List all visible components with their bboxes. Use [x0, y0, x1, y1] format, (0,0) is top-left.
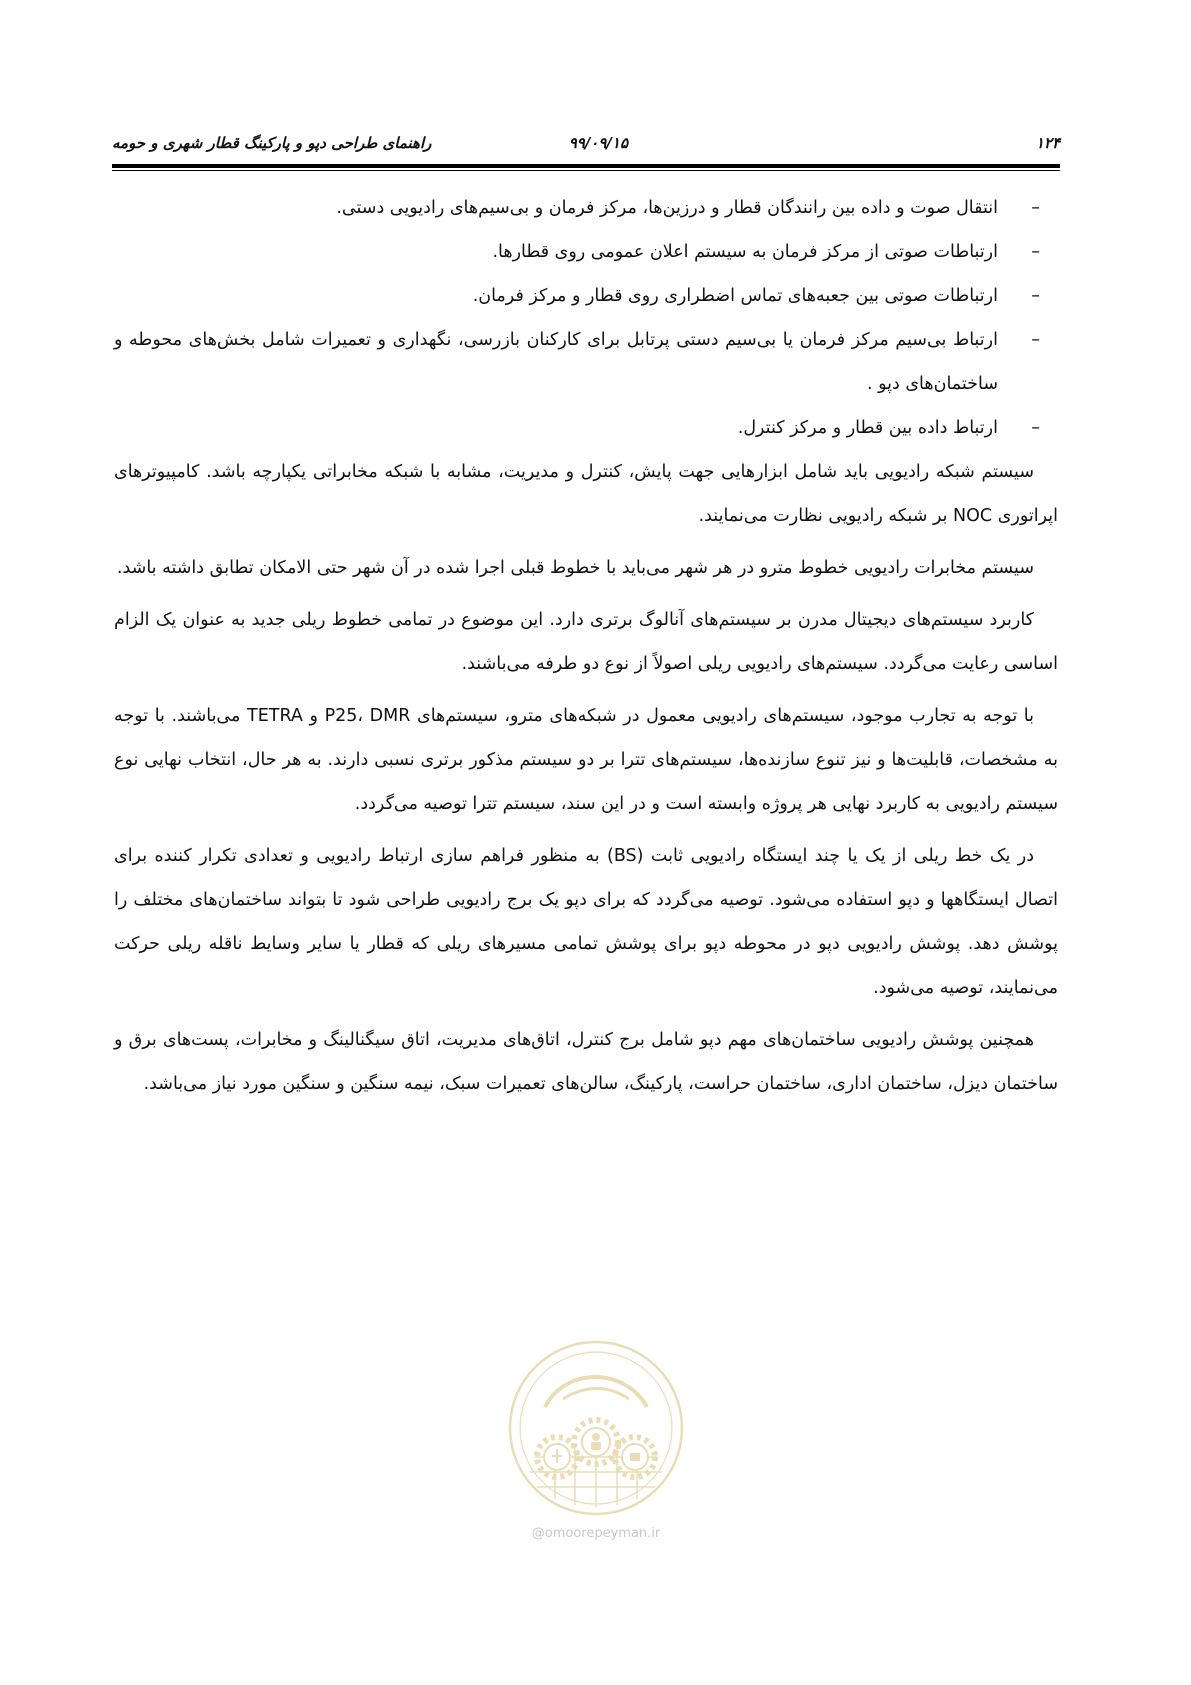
paragraph: همچنین پوشش رادیویی ساختمان‌های مهم دپو شامل برج کنترل، اتاق‌های مدیریت، اتاق سیگنالینگ و مخابرات، پست‌های برق و ساختمان دیزل، ساختمان اداری، ساختمان حراست، پارکینگ، سالن‌های تعمیرات سبک، نیمه سنگین و سنگین مورد نیاز می‌باشد. — [114, 1030, 1058, 1094]
header-date: ۹۹/۰۹/۱۵ — [568, 134, 628, 152]
paragraph: در یک خط ریلی از یک یا چند ایستگاه رادیویی ثابت (BS) به منظور فراهم سازی ارتباط رادیویی و تعدادی تکرار کننده برای اتصال ایستگاهها و دپو استفاده می‌شود. توصیه می‌گردد که برای دپو یک برج رادیویی طراحی شود تا بتواند ساختمان‌های مختلف را پوشش دهد. پوشش رادیویی دپو در محوطه دپو برای پوشش تمامی مسیرهای ریلی که قطار یا سایر وسایط ناقله ریلی حرکت می‌نمایند، توصیه می‌شود. — [114, 846, 1058, 998]
bullet-text: ارتباط داده بین قطار و مرکز کنترل. — [737, 418, 998, 438]
bullet-dash: – — [1031, 198, 1040, 218]
bullet-dash: – — [1031, 242, 1040, 262]
page-header — [112, 128, 1060, 158]
bullet-dash: – — [1031, 418, 1040, 438]
bullet-list — [114, 186, 1058, 450]
body-content — [114, 186, 1058, 1114]
bullet-text: ارتباطات صوتی از مرکز فرمان به سیستم اعلان عمومی روی قطارها. — [492, 242, 998, 262]
list-item — [114, 230, 1058, 274]
bullet-text: ارتباط بی‌سیم مرکز فرمان یا بی‌سیم دستی پرتابل برای کارکنان بازرسی، نگهداری و تعمیرات شامل بخش‌های محوطه و ساختمان‌های دپو . — [114, 330, 998, 394]
list-item — [114, 406, 1058, 450]
header-rule-thick — [112, 164, 1060, 168]
header-rule-thin — [112, 170, 1060, 171]
bullet-dash: – — [1031, 330, 1040, 350]
paragraph: سیستم مخابرات رادیویی خطوط مترو در هر شهر می‌باید با خطوط قبلی اجرا شده در آن شهر حتی الامکان تطابق داشته باشد. — [116, 558, 1034, 578]
list-item — [114, 274, 1058, 318]
watermark-url: @omoorepeyman.ir — [531, 1526, 661, 1541]
header-title: راهنمای طراحی دپو و پارکینگ قطار شهری و حومه — [112, 134, 432, 152]
list-item — [114, 318, 1058, 406]
bullet-text: ارتباطات صوتی بین جعبه‌های تماس اضطراری روی قطار و مرکز فرمان. — [472, 286, 998, 306]
list-item — [114, 186, 1058, 230]
paragraph: سیستم شبکه رادیویی باید شامل ابزارهایی جهت پایش، کنترل و مدیریت، مشابه با شبکه مخابراتی یکپارچه باشد. کامپیوترهای اپراتوری NOC بر شبکه رادیویی نظارت می‌نمایند. — [114, 462, 1058, 526]
bullet-text: انتقال صوت و داده بین رانندگان قطار و درزین‌ها، مرکز فرمان و بی‌سیم‌های رادیویی دستی. — [336, 198, 998, 218]
bullet-dash: – — [1031, 286, 1040, 306]
paragraph: با توجه به تجارب موجود، سیستم‌های رادیویی معمول در شبکه‌های مترو، سیستم‌های P25، DMR و TETRA می‌باشند. با توجه به مشخصات، قابلیت‌ها و نیز تنوع سازنده‌ها، سیستم‌های تترا بر دو سیستم مذکور برتری نسبی دارند. به هر حال، انتخاب نهایی نوع سیستم رادیویی به کاربرد نهایی هر پروژه وابسته است و در این سند، سیستم تترا توصیه می‌گردد. — [114, 706, 1058, 814]
page-number: ۱۲۴ — [1035, 134, 1060, 152]
watermark-logo — [505, 1337, 687, 1519]
paragraph: کاربرد سیستم‌های دیجیتال مدرن بر سیستم‌های آنالوگ برتری دارد. این موضوع در تمامی خطوط ریلی جدید به عنوان یک الزام اساسی رعایت می‌گردد. سیستم‌های رادیویی ریلی اصولاً از نوع دو طرفه می‌باشند. — [114, 610, 1058, 674]
